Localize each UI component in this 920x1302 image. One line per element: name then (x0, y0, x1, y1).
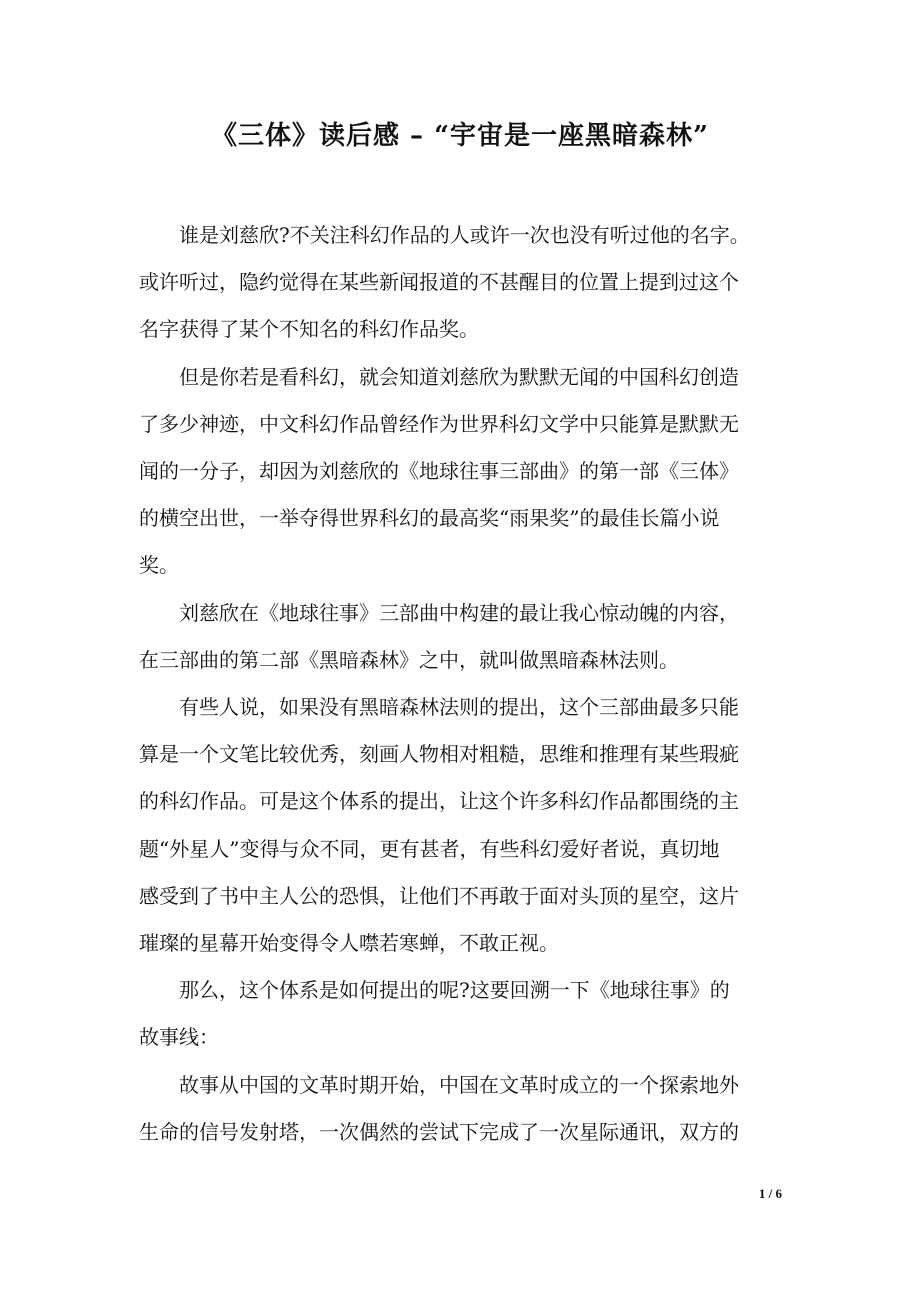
document-title: 《三体》读后感 – “宇宙是一座黑暗森林” (210, 121, 709, 151)
page-number: 1 / 6 (758, 1186, 782, 1201)
paragraph-2: 但是你若是看科幻，就会知道刘慈欣为默默无闻的中国科幻创造 了多少神迹，中文科幻作品曾经作为世界科幻文学中只能算是默默无 闻的一分子，却因为刘慈欣的《地球往事三部曲》的第一部《三体》 的横空出世，一举夺得世界科幻的最高奖“雨果奖”的最佳长篇小说 奖。 (139, 364, 739, 578)
paragraph-5: 那么，这个体系是如何提出的呢?这要回溯一下《地球往事》的 故事线： (139, 978, 730, 1050)
paragraph-6: 故事从中国的文革时期开始，中国在文革时成立的一个探索地外 生命的信号发射塔，一次偶然的尝试下完成了一次星际通讯，双方的 (139, 1072, 739, 1144)
paragraph-1: 谁是刘慈欣?不关注科幻作品的人或许一次也没有听过他的名字。 或许听过，隐约觉得在某些新闻报道的不甚醒目的位置上提到过这个 名字获得了某个不知名的科幻作品奖。 (139, 223, 750, 342)
paragraph-3: 刘慈欣在《地球往事》三部曲中构建的最让我心惊动魄的内容， 在三部曲的第二部《黑暗森林》之中，就叫做黑暗森林法则。 (139, 600, 739, 672)
paragraph-4: 有些人说，如果没有黑暗森林法则的提出，这个三部曲最多只能 算是一个文笔比较优秀，刻画人物相对粗糙，思维和推理有某些瑕疵 的科幻作品。可是这个体系的提出，让这个许多科幻作品都围绕的主 题“外星人”变得与众不同，更有甚者，有些科幻爱好者说，真切地 感受到了书中主人公的恐惧，让他们不再敢于面对头顶的星空，这片 璀璨的星幕开始变得令人噤若寒蝉，不敢正视。 (139, 695, 739, 956)
document-body (139, 212, 781, 1156)
